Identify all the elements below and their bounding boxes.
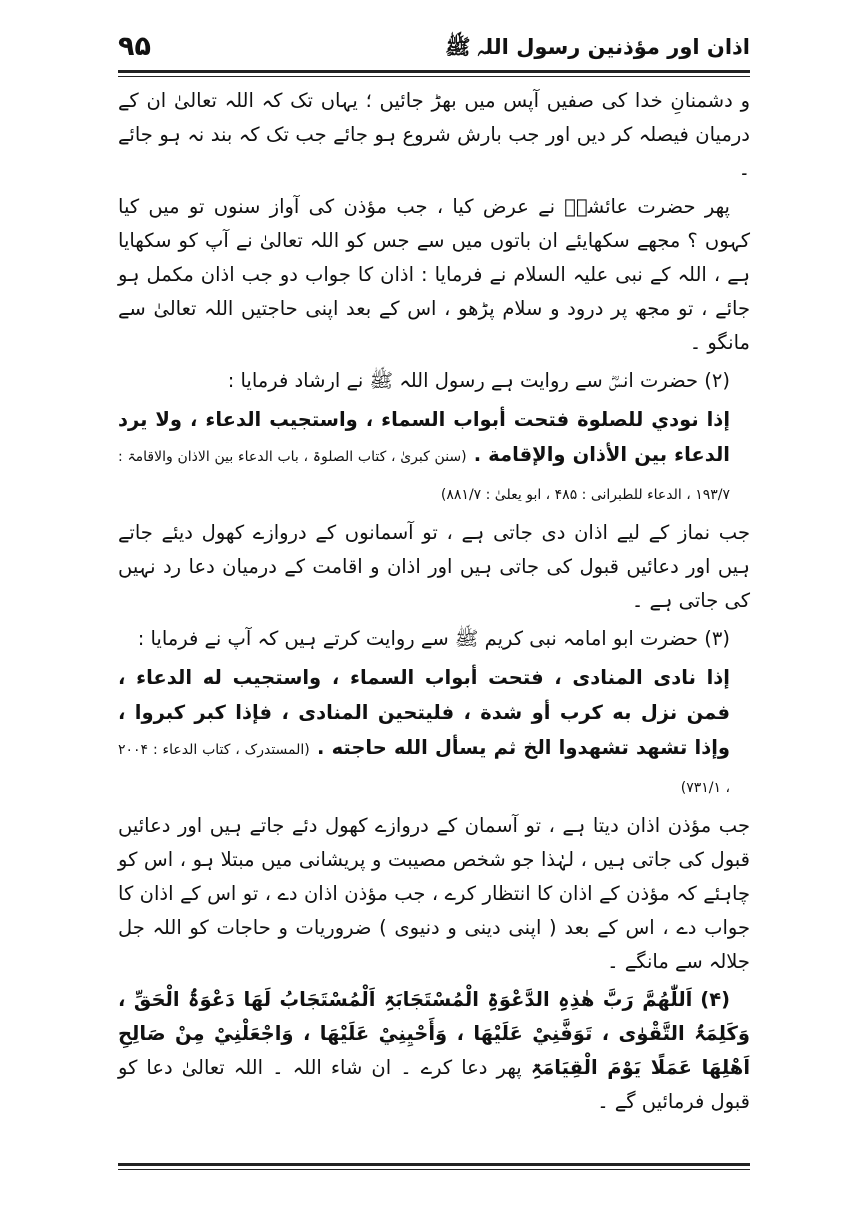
paragraph-aisha-question: پھر حضرت عائشہؓ نے عرض کیا ، جب مؤذن کی آواز سنوں تو میں کیا کہوں ؟ مجھے سکھایئے ان باتوں میں سے جس کو اللہ تعالیٰ نے آپ کو سکھایا ہے ، اللہ کے نبی علیہ السلام نے فرمایا : اذان کا جواب دو جب اذان مکمل ہو جائے ، تو مجھ پر درود و سلام پڑھو ، اس کے بعد اپنی حاجتیں اللہ تعالیٰ سے مانگو ۔	[118, 195, 750, 354]
hadith-2-reference: (سنن کبریٰ ، کتاب الصلوۃ ، باب الدعاء بین الاذان والاقامۃ : ۱۹۳/۷ ، الدعاء للطبرانی : ۴۸۵ ، ابو یعلیٰ : ۸۸۱/۷)	[118, 449, 730, 503]
hadith-3-reference: (المستدرک ، کتاب الدعاء : ۲۰۰۴ ، ۷۳۱/۱)	[118, 742, 730, 796]
hadith-2-arabic	[118, 402, 750, 513]
page-number: ۹۵	[118, 31, 151, 62]
hadith-3-arabic-text: إذا نادى المنادى ، فتحت أبواب السماء ، واستجيب له الدعاء ، فمن نزل به كرب أو شدة ، فليتحين المنادى ، فإذا كبر كبروا ، وإذا تشهد تشهدوا الخ ثم يسأل الله حاجته .	[118, 666, 730, 759]
hadith-4-tail: پھر دعا کرے ۔ ان شاء اللہ ۔ اللہ تعالیٰ دعا کو قبول فرمائیں گے ۔	[118, 1056, 750, 1113]
hadith-2-intro: (۲) حضرت انسؓ سے روایت ہے رسول اللہ ﷺ نے ارشاد فرمایا :	[227, 369, 730, 392]
header-rule-thin	[118, 76, 750, 77]
paragraph-1: و دشمنانِ خدا کی صفیں آپس میں بھڑ جائیں ؛ یہاں تک کہ اللہ تعالیٰ ان کے درمیان فیصلہ کر دیں اور جب بارش شروع ہو جائے جب تک کہ بند نہ ہو جائے ۔	[118, 89, 750, 180]
page-header	[118, 30, 750, 66]
hadith-4-arabic: اَللّٰھُمَّ رَبَّ ھٰذِہِ الدَّعْوَۃِ الْمُسْتَجَابَۃِ اَلْمُسْتَجَابُ لَھَا دَعْوَۃُ الْحَقِّ ، وَكَلِمَۃُ التَّقْوٰى ، تَوَفَّنِيْ عَلَيْھَا ، وَأَحْيِنِيْ عَلَيْھَا ، وَاجْعَلْنِيْ مِنْ صَالِحِ اَھْلِھَا عَمَلًا يَوْمَ الْقِيَامَۃِ	[118, 988, 750, 1079]
hadith-3-translation: جب مؤذن اذان دیتا ہے ، تو آسمان کے دروازے کھول دئے جاتے ہیں اور دعائیں قبول کی جاتی ہیں ، لہٰذا جو شخص مصیبت و پریشانی میں مبتلا ہو ، اس کو چاہئے کہ مؤذن کے اذان کا انتظار کرے ، جب مؤذن اذان دے ، تو اس کے اذان کا جواب دے ، اس کے بعد ( اپنی دینی و دنیوی ) ضروریات و حاجات کو اللہ جل جلالہ سے مانگے ۔	[118, 814, 750, 973]
hadith-3-arabic	[118, 660, 750, 806]
footer-rule	[118, 1163, 750, 1166]
hadith-4-dua	[118, 983, 750, 1119]
hadith-3-intro: (۳) حضرت ابو امامہ نبی کریم ﷺ سے روایت کرتے ہیں کہ آپ نے فرمایا :	[137, 627, 730, 650]
hadith-2-translation: جب نماز کے لیے اذان دی جاتی ہے ، تو آسمانوں کے دروازے کھول دیئے جاتے ہیں اور دعائیں قبول کی جاتی ہیں اور اذان و اقامت کے درمیان دعا رد نہیں کی جاتی ہے ۔	[118, 521, 750, 612]
footer-rule-thin	[118, 1169, 750, 1170]
hadith-4-number: (۴)	[700, 988, 731, 1011]
page-body	[118, 84, 750, 1123]
header-rule	[118, 70, 750, 73]
hadith-2-arabic-text: إذا نودي للصلوة فتحت أبواب السماء ، واستجيب الدعاء ، ولا يرد الدعاء بين الأذان والإقامة .	[118, 408, 730, 466]
running-title: اذان اور مؤذنین رسول اللہ ﷺ	[445, 35, 750, 59]
